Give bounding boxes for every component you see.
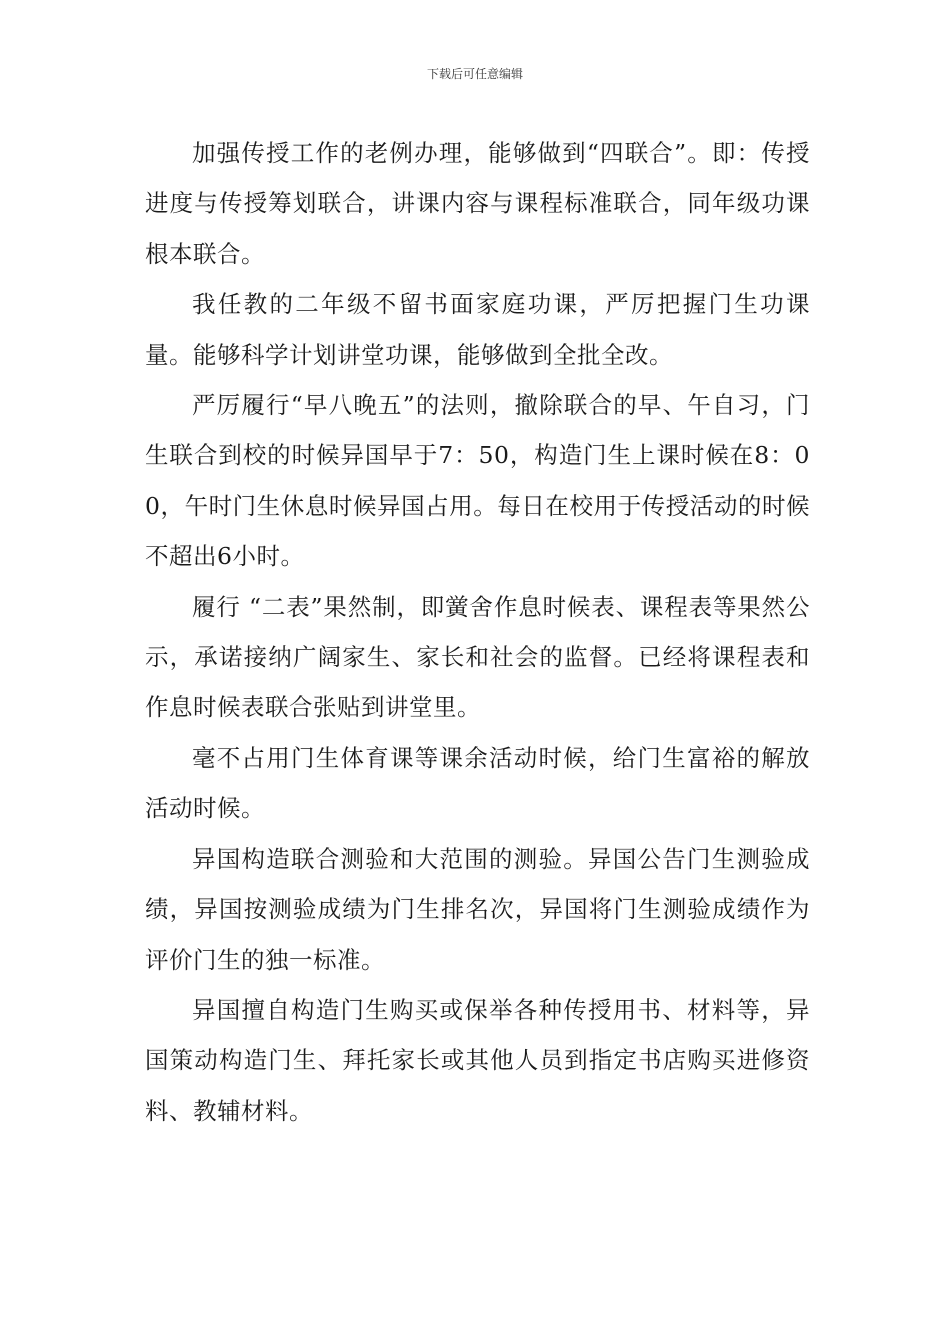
paragraph-5: 毫不占用门生体育课等课余活动时候，给门生富裕的解放活动时候。 (145, 743, 810, 823)
paragraph-7: 异国擅自构造门生购买或保举各种传授用书、材料等，异国策动构造门生、拜托家长或其他人员到指定书店购买进修资料、教辅材料。 (145, 995, 810, 1125)
document-body (145, 128, 810, 1136)
paragraph-3: 严厉履行“早八晚五”的法则，撤除联合的早、午自习，门生联合到校的时候异国早于7：50，构造门生上课时候在8：00，午时门生休息时候异国占用。每日在校用于传授活动的时候不超出6小时。 (145, 391, 810, 571)
paragraph-2: 我任教的二年级不留书面家庭功课，严厉把握门生功课量。能够科学计划讲堂功课，能够做到全批全改。 (145, 290, 810, 369)
page-header-note: 下载后可任意编辑 (426, 67, 523, 81)
paragraph-6: 异国构造联合测验和大范围的测验。异国公告门生测验成绩，异国按测验成绩为门生排名次，异国将门生测验成绩作为评价门生的独一标准。 (145, 844, 810, 974)
paragraph-4: 履行 “二表”果然制，即黉舍作息时候表、课程表等果然公示，承诺接纳广阔家生、家长和社会的监督。已经将课程表和作息时候表联合张贴到讲堂里。 (145, 592, 810, 722)
paragraph-1: 加强传授工作的老例办理，能够做到“四联合”。即：传授进度与传授筹划联合，讲课内容与课程标准联合，同年级功课根本联合。 (145, 139, 810, 268)
